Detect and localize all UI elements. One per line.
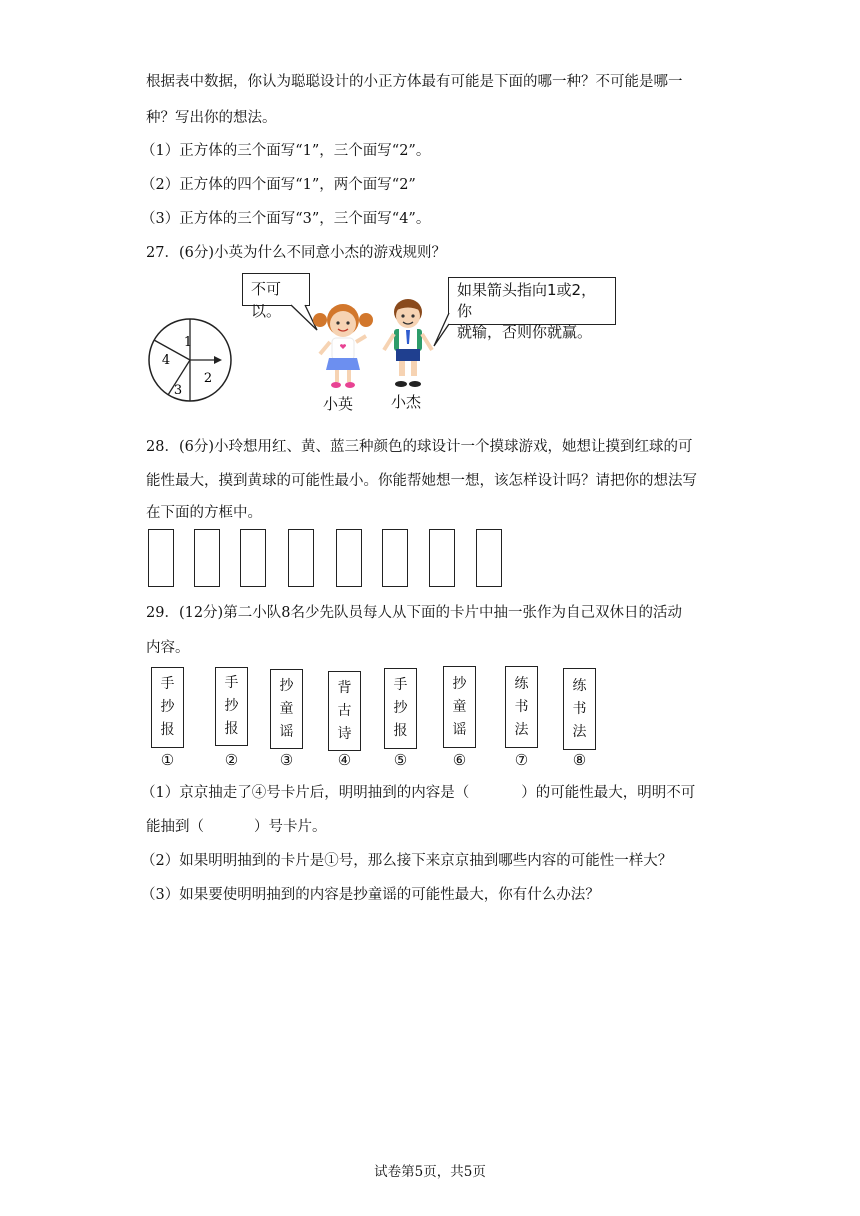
q29-line-1: 29．(12分)第二小队8名少先队员每人从下面的卡片中抽一张作为自己双休日的活动	[146, 605, 682, 621]
page-footer: 试卷第5页，共5页	[374, 1164, 486, 1180]
answer-box-4[interactable]	[288, 529, 314, 587]
card-number-3: ③	[279, 751, 294, 769]
spinner-label-2: 2	[203, 371, 213, 386]
card-number-4: ④	[337, 751, 352, 769]
spinner-label-4: 4	[161, 353, 171, 368]
activity-card-5: 手 抄 报	[384, 668, 417, 749]
girl-speech-bubble	[242, 273, 310, 320]
activity-card-8: 练 书 法	[563, 668, 596, 750]
intro-line-2: 种？写出你的想法。	[146, 110, 277, 126]
girl-name: 小英	[323, 395, 354, 413]
q28-line-2: 能性最大，摸到黄球的可能性最小。你能帮她想一想，该怎样设计吗？请把你的想法写	[146, 473, 697, 489]
girl-illustration	[310, 298, 376, 390]
card-number-1: ①	[160, 751, 175, 769]
q29-sub2: （2）如果明明抽到的卡片是①号，那么接下来京京抽到哪些内容的可能性一样大？	[141, 853, 673, 869]
answer-box-7[interactable]	[429, 529, 455, 587]
boy-illustration	[376, 294, 440, 390]
intro-line-1: 根据表中数据，你认为聪聪设计的小正方体最有可能是下面的哪一种？不可能是哪一	[146, 74, 683, 90]
activity-card-4: 背 古 诗	[328, 671, 361, 751]
boy-speech-bubble	[448, 277, 616, 341]
card-number-8: ⑧	[572, 751, 587, 769]
q29-sub1-line-2: 能抽到（ ）号卡片。	[146, 819, 327, 835]
activity-card-3: 抄 童 谣	[270, 669, 303, 749]
answer-box-8[interactable]	[476, 529, 502, 587]
spinner-label-1: 1	[183, 335, 193, 350]
activity-card-1: 手 抄 报	[151, 667, 184, 748]
card-number-5: ⑤	[393, 751, 408, 769]
card-number-7: ⑦	[514, 751, 529, 769]
option-3: （3）正方体的三个面写“3”，三个面写“4”。	[141, 211, 431, 227]
q28-line-1: 28．(6分)小玲想用红、黄、蓝三种颜色的球设计一个摸球游戏，她想让摸到红球的可	[146, 439, 693, 455]
boy-speech-line-1: 如果箭头指向1或2，你	[457, 281, 597, 320]
spinner	[146, 316, 236, 406]
boy-name: 小杰	[391, 393, 422, 411]
spinner-label-3: 3	[173, 383, 183, 398]
answer-box-1[interactable]	[148, 529, 174, 587]
activity-card-7: 练 书 法	[505, 666, 538, 748]
q29-line-2: 内容。	[146, 640, 190, 656]
girl-speech: 不可以。	[251, 280, 282, 320]
answer-box-3[interactable]	[240, 529, 266, 587]
q29-sub1-line-1: （1）京京抽走了④号卡片后，明明抽到的内容是（ ）的可能性最大，明明不可	[141, 785, 696, 801]
boy-speech-line-2: 就输，否则你就赢。	[457, 323, 593, 341]
q28-line-3: 在下面的方框中。	[146, 505, 262, 521]
answer-box-2[interactable]	[194, 529, 220, 587]
card-number-2: ②	[224, 751, 239, 769]
q27-title: 27．(6分)小英为什么不同意小杰的游戏规则？	[146, 245, 446, 261]
card-number-6: ⑥	[452, 751, 467, 769]
option-2: （2）正方体的四个面写“1”，两个面写“2”	[141, 177, 416, 193]
answer-box-5[interactable]	[336, 529, 362, 587]
q29-sub3: （3）如果要使明明抽到的内容是抄童谣的可能性最大，你有什么办法？	[141, 887, 600, 903]
answer-box-6[interactable]	[382, 529, 408, 587]
option-1: （1）正方体的三个面写“1”，三个面写“2”。	[141, 143, 431, 159]
activity-card-6: 抄 童 谣	[443, 666, 476, 748]
activity-card-2: 手 抄 报	[215, 667, 248, 746]
